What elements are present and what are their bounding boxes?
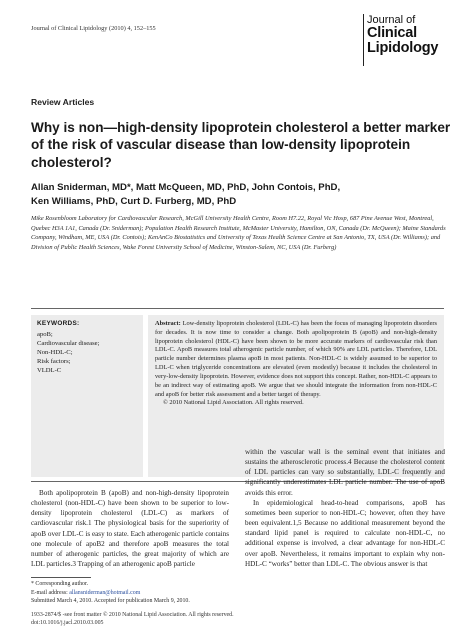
journal-logo-line1: Journal of [367,14,416,26]
body-paragraph: Both apolipoprotein B (apoB) and non-high-density lipoprotein cholesterol (non-HDL-C) have been shown to be superior to low-density lipoprotein cholesterol (LDL-C) as markers of cardiovascular risk.1 The physiological basis for the superiority of apoB over LDL-C is easy to state. Each atherogenic particle contains one molecule of apoB2 and therefore apoB measures the total number of atherogenic particles, the great majority of which are LDL particles.3 Trapping of an atherogenic apoB particle [31,489,229,569]
author-line: Allan Sniderman, MD*, Matt McQueen, MD, PhD, John Contois, PhD, [31,182,341,193]
logo-divider [363,14,364,66]
author-list [31,181,451,210]
keyword-item: Non-HDL-C; [37,349,73,357]
affiliations: Mike Rosenbloom Laboratory for Cardiovascular Research, McGill University Health Centre, Room H7.22, Royal Vic Hosp, 687 Pine Avenue West, Montreal, Quebec H3A 1A1, Canada (Dr. Sniderman); Population Health Research Institute, McMaster University, Hamilton, ON, Canada (Dr. McQueen); Maine Standards Company, Windham, ME, USA (Dr. Contois); KenAnCo Biostatistics and University of Texas Health Science Centre at San Antonio, TX, USA (Dr. Williams); and Division of Public Health Sciences, Wake Forest University School of Medicine, Winston-Salem, NC, USA (Dr. Furberg) [31,215,446,251]
keyword-item: Risk factors; [37,358,71,366]
keywords-title: KEYWORDS: [37,320,80,327]
journal-logo-line3: Lipidology [367,40,439,56]
abstract-copyright: © 2010 National Lipid Association. All rights reserved. [163,399,304,407]
body-column-right [245,447,445,569]
email-link[interactable]: allansniderman@hotmail.com [69,589,141,596]
author-line: Ken Williams, PhD, Curt D. Furberg, MD, PhD [31,196,237,208]
section-divider [31,308,444,309]
body-column-left [31,488,229,569]
body-paragraph: In epidemiological head-to-head comparisons, apoB has sometimes been superior to non-HDL-C; however, often they have been equivalent.1,5 Because no additional measurement beyond the standard lipid panel is required to calculate non-HDL-C, no additional expense is involved, a clear advantage for non-HDL-C over apoB. Nevertheless, it remains important to explain why non-HDL-C “works” better than LDL-C. The obvious answer is that [245,498,445,568]
keyword-item: Cardiovascular disease; [37,340,100,348]
abstract-label: Abstract: [155,320,181,327]
abstract-text: Low-density lipoprotein cholesterol (LDL-C) has been the focus of managing lipoprotein disorders for decades. It is now time to consider a change. Both apolipoprotein B (apoB) and non-high-density lipoprotein cholesterol (HDL-C) have been shown to be more accurate markers of cardiovascular risk than LDL-C. ApoB measures total atherogenic particle number, of which 90% are LDL particles. Therefore, LDL particle number determines plasma apoB in most patients. Non-HDL-C is widely assumed to be superior to LDL-C when triglyceride concentrations are elevated (even modestly) because it includes the cholesterol in very-low-density lipoprotein. However, evidence does not support this concept. Rather, non-HDL-C appears to be an indirect way of estimating apoB. We argue that we should integrate the information from non-HDL-C and apoB for better risk assessment and a better target of therapy. [155,320,437,398]
journal-citation: Journal of Clinical Lipidology (2010) 4, 152–155 [31,25,156,32]
footnote-rule [31,577,91,578]
journal-logo [367,15,451,56]
issn-copyright: 1933-2874/$ -see front matter © 2010 National Lipid Association. All rights reserved. [31,612,234,618]
email-label: E-mail address: [31,589,70,596]
keyword-item: apoB; [37,331,53,338]
front-matter-info [31,611,234,628]
keyword-item: VLDL-C [37,367,62,375]
corresponding-author-note: * Corresponding author. [31,581,89,587]
footnotes [31,580,231,606]
doi[interactable]: doi:10.1016/j.jacl.2010.03.005 [31,620,104,627]
article-title: Why is non—high-density lipoprotein cholesterol a better marker of the risk of vascular disease than low-density lipoprotein cholesterol? [31,120,451,170]
section-label: Review Articles [31,97,95,107]
body-paragraph: within the vascular wall is the seminal event that initiates and sustains the atherosclerotic process.4 Because the cholesterol content of LDL particles can vary so substantially, LDL-C frequently and significantly underestimates LDL particle number. The use of apoB avoids this error. [245,448,445,497]
keywords-box [31,315,143,477]
journal-logo-line2: Clinical [367,25,417,42]
submission-dates: Submitted March 4, 2010. Accepted for publication March 9, 2010. [31,598,190,605]
email-line [31,589,231,598]
